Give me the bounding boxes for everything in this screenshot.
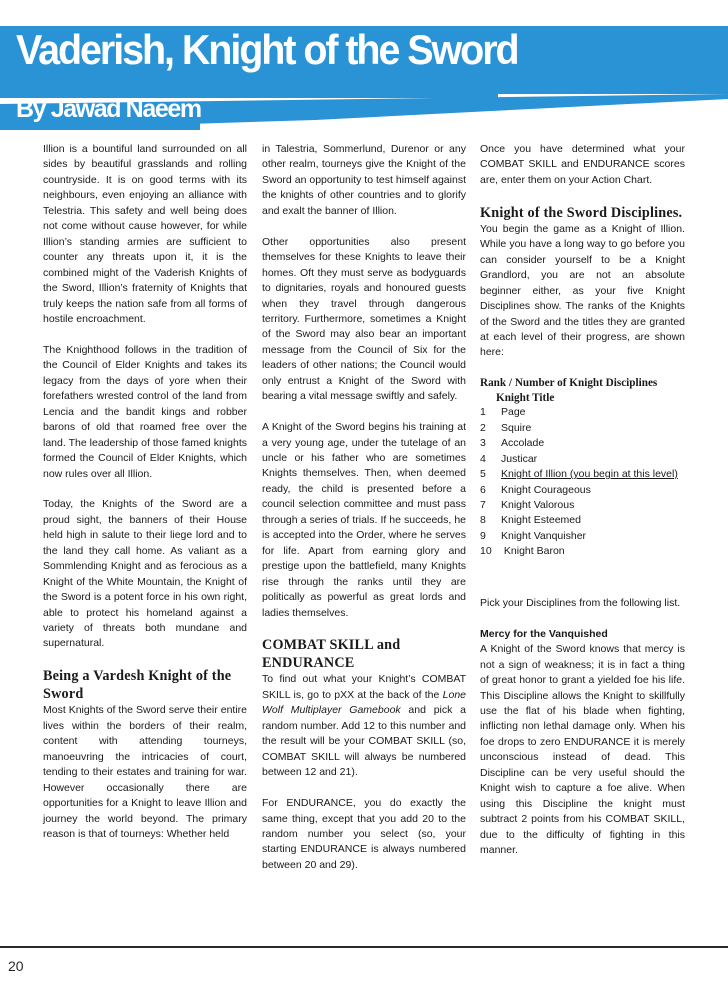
article-title: Vaderish, Knight of the Sword — [16, 26, 518, 73]
ranks-subheading: Knight Title — [496, 391, 555, 404]
column-3 — [480, 142, 685, 874]
rank-number: 8 — [480, 514, 486, 527]
rank-title: Knight Valorous — [501, 499, 575, 512]
paragraph-text: To find out what your Knight’s COMBAT SKILL is, go to pXX at the back of the — [262, 673, 466, 701]
section-heading: Being a Vardesh Knight of the Sword — [43, 668, 232, 703]
rank-number: 4 — [480, 452, 486, 465]
paragraph: Once you have determined what your COMBAT SKILL and ENDURANCE scores are, enter them on your Action Chart. — [480, 143, 685, 186]
rank-number: 3 — [480, 437, 486, 450]
rank-item — [480, 498, 685, 513]
paragraph: You begin the game as a Knight of Illion. While you have a long way to go before you can consider yourself to be a Knight Grandlord, you are not an absolute beginner either, as your five Knight Disciplines show. The ranks of the Knights of the Sword and the titles they are granted at each level of their progress, are shown here: — [480, 222, 685, 359]
page-number: 20 — [8, 958, 24, 974]
discipline-heading: Mercy for the Vanquished — [480, 627, 608, 640]
paragraph: A Knight of the Sword begins his training at a very young age, under the tutelage of an uncle or his father who are sometimes Knights themselves. Then, when deemed ready, the child is presented before a council selection committee and must pass through a series of trials. If he succeeds, he is accepted into the Order, where he serves for life. Apart from earning glory and prestige upon the battlefield, many Knights rise through the ranks until they are politically as powerful as great lords and ladies themselves. — [262, 421, 466, 619]
author-byline: By Jawad Naeem — [16, 95, 201, 123]
paragraph: The Knighthood follows in the tradition of the Council of Elder Knights and takes its legacy from the days of yore when their forefathers wrested control of the land from Lencia and the bandit kings and robber barons of old that roamed free over the land. The leadership of those famed knights formed the Council of Elder Knights, which now rules over all Illion. — [43, 343, 247, 480]
section-heading: Knight of the Sword Disciplines. — [480, 204, 683, 221]
paragraph-text: and pick a random number. Add 12 to this number and the result will be your COMBAT SKILL (so, COMBAT SKILL will always be numbered between 12 and 21). — [262, 704, 466, 779]
rank-item — [480, 483, 685, 498]
rank-item — [480, 421, 685, 436]
rank-title: Accolade — [501, 437, 545, 450]
rank-list — [480, 405, 685, 560]
paragraph: Other opportunities also present themselves for these Knights to leave their homes. Oft they must serve as bodyguards to dignitaries, royals and honoured guests when they travel through dangerous territory. Furthermore, sometimes a Knight of the Sword may also bear an important message from the Council of Six for the leaders of other nations; the Council would only entrust a Knight of the Sword with bearing a vital message swiftly and safely. — [262, 235, 466, 403]
ranks-heading: Rank / Number of Knight Disciplines — [480, 377, 658, 390]
rank-item — [480, 544, 685, 559]
paragraph: For ENDURANCE, you do exactly the same thing, except that you add 20 to the random number you select (so, your starting ENDURANCE is always numbered between 20 and 29). — [262, 797, 466, 871]
rank-item — [480, 405, 685, 420]
footer-divider — [0, 946, 728, 948]
paragraph: Illion is a bountiful land surrounded on all sides by beautiful grasslands and rolling countryside. It is on good terms with its neighbours, even enjoying an alliance with Telestria. This safety and well being does not come without cause however, for while Illion’s standing armies are sufficient to counter any threats upon it, it is the combined might of the Vaderish Knights of the Sword, Illion’s fraternity of Knights that truly keeps the nation safe from all forms of hostile encroachment. — [43, 143, 247, 325]
rank-item — [480, 452, 685, 467]
paragraph: Pick your Disciplines from the following list. — [480, 596, 681, 609]
paragraph: A Knight of the Sword knows that mercy is not a sign of weakness; it is in fact a thing of great honor to grant a yielded foe his life. This Discipline allows the Knight to skillfully use the flat of his blade when fighting, inflicting non lethal damage only. When his foe drops to zero ENDURANCE it is merely unconscious instead of dead. This Discipline can be very useful should the Knight wish to capture a foe alive. When using this Discipline the knight must subtract 2 points from his COMBAT SKILL, due to the difficulty of fighting in this manner. — [480, 643, 685, 857]
paragraph: Today, the Knights of the Sword are a proud sight, the banners of their House held high in salute to their liege lord and to the land they call home. As valiant as a Sommlending Knight and as ferocious as a Knight of the White Mountain, the Knight of the Sword is a potent force in his own right, able to protect his homeland against a variety of threats both mundane and supernatural. — [43, 498, 247, 650]
section-heading: COMBAT SKILL and ENDURANCE — [262, 637, 401, 672]
rank-number: 6 — [480, 483, 486, 496]
rank-title: Knight Esteemed — [501, 514, 581, 527]
rank-number: 9 — [480, 529, 486, 542]
rank-title: Page — [501, 406, 526, 419]
rank-number: 5 — [480, 468, 486, 481]
book-title: Lone Wolf Multiplayer Gamebook — [262, 688, 466, 717]
rank-item — [480, 436, 685, 451]
rank-title: Knight Courageous — [501, 483, 591, 496]
paragraph: in Talestria, Sommerlund, Durenor or any other realm, tourneys give the Knight of the Sword an opportunity to test himself against the knights of other countries and to glorify and exalt the banner of Illion. — [262, 143, 466, 217]
rank-item — [480, 513, 685, 528]
column-1 — [43, 142, 247, 858]
paragraph: Most Knights of the Sword serve their entire lives within the borders of their realm, content with attending tourneys, manoeuvring the intricacies of court, tending to their estates and training for war. However occasionally there are opportunities for a Knight to leave Illion and journey the world beyond. The primary reason is that of tourneys: Whether held — [43, 704, 247, 840]
rank-title: Squire — [501, 421, 532, 434]
rank-number: 10 — [480, 545, 492, 558]
rank-title: Knight Vanquisher — [501, 529, 587, 542]
rank-title: Knight Baron — [501, 545, 565, 558]
rank-title: Knight of Illion (you begin at this level) — [501, 468, 678, 481]
rank-title: Justicar — [501, 452, 538, 465]
rank-number: 7 — [480, 499, 486, 512]
rank-number: 2 — [480, 421, 486, 434]
paragraph — [262, 672, 466, 780]
rank-number: 1 — [480, 406, 486, 419]
rank-item — [480, 529, 685, 544]
rank-item — [480, 467, 685, 482]
column-2 — [262, 142, 466, 889]
